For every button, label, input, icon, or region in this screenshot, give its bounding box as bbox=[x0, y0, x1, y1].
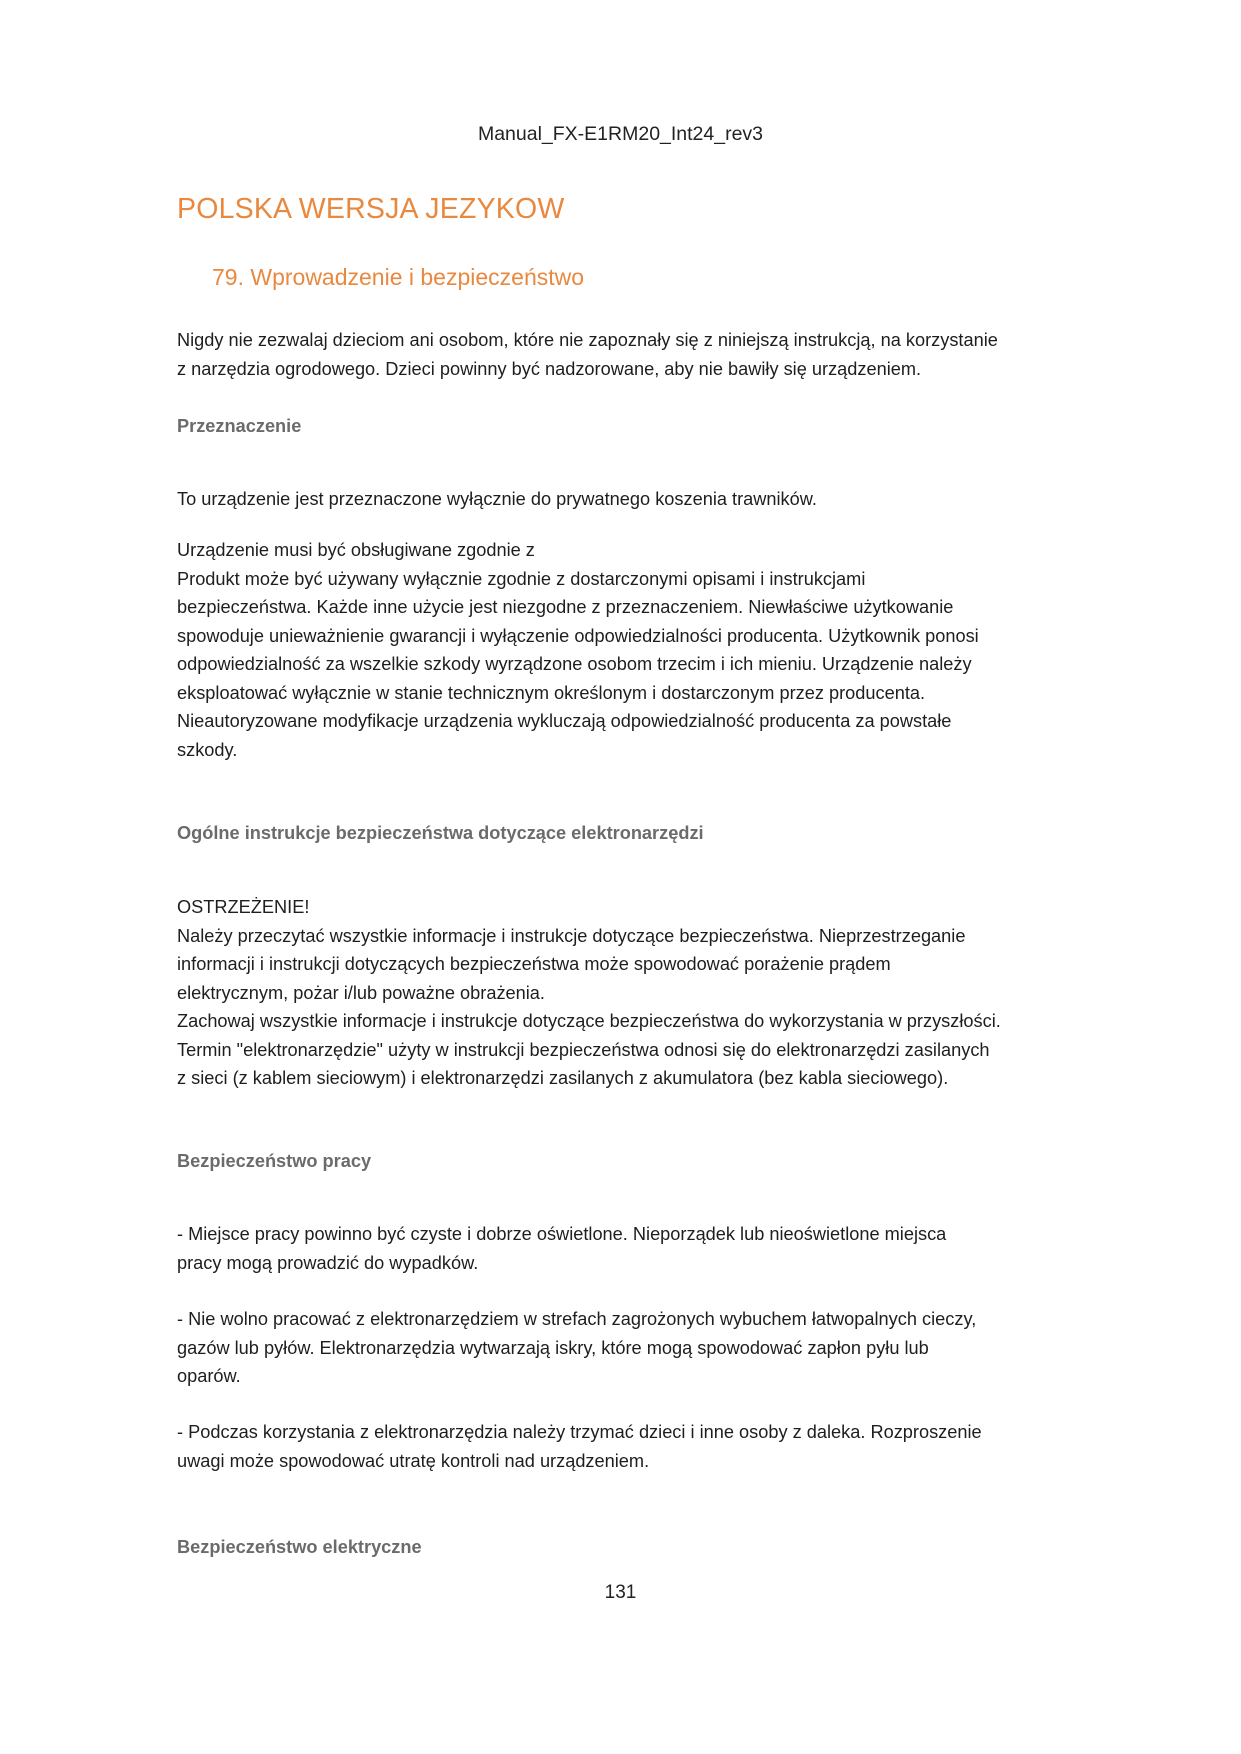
text-line: spowoduje unieważnienie gwarancji i wyłączenie odpowiedzialności producenta. Użytkownik ponosi bbox=[177, 625, 979, 646]
document-header: Manual_FX-E1RM20_Int24_rev3 bbox=[477, 123, 764, 145]
text-line: elektrycznym, pożar i/lub poważne obrażenia. bbox=[177, 982, 545, 1003]
text-line: Termin "elektronarzędzie" użyty w instrukcji bezpieczeństwa odnosi się do elektronarzędzi zasilanych bbox=[177, 1039, 990, 1060]
ogolne-paragraph bbox=[177, 893, 1077, 1093]
text-line: uwagi może spowodować utratę kontroli nad urządzeniem. bbox=[177, 1450, 650, 1471]
text-line: odpowiedzialność za wszelkie szkody wyrządzone osobom trzecim i ich mieniu. Urządzenie należy bbox=[177, 654, 972, 674]
subheading-przeznaczenie: Przeznaczenie bbox=[177, 416, 302, 436]
section-title: 79. Wprowadzenie i bezpieczeństwo bbox=[212, 264, 585, 290]
text-line: szkody. bbox=[177, 739, 238, 760]
subheading-praca: Bezpieczeństwo pracy bbox=[177, 1151, 372, 1171]
text-line: To urządzenie jest przeznaczone wyłącznie do prywatnego koszenia trawników. bbox=[177, 489, 817, 509]
text-line: OSTRZEŻENIE! bbox=[177, 897, 310, 917]
przeznaczenie-paragraph bbox=[177, 536, 1077, 764]
text-line: Zachowaj wszystkie informacje i instrukcje dotyczące bezpieczeństwa do wykorzystania w przyszłości. bbox=[177, 1011, 1001, 1031]
page-number: 131 bbox=[604, 1582, 637, 1603]
text-line: Nieautoryzowane modyfikacje urządzenia wykluczają odpowiedzialność producenta za powstałe bbox=[177, 711, 952, 731]
przeznaczenie-line bbox=[177, 485, 1077, 514]
text-line: z sieci (z kablem sieciowym) i elektronarzędzi zasilanych z akumulatora (bez kabla sieciowego). bbox=[177, 1068, 949, 1088]
text-line: gazów lub pyłów. Elektronarzędzia wytwarzają iskry, które mogą spowodować zapłon pyłu lub bbox=[177, 1337, 929, 1358]
text-line: Nigdy nie zezwalaj dzieciom ani osobom, które nie zapoznały się z niniejszą instrukcją, na korzystanie bbox=[177, 330, 998, 350]
subheading-elektryczne: Bezpieczeństwo elektryczne bbox=[177, 1537, 422, 1557]
text-line: - Miejsce pracy powinno być czyste i dobrze oświetlone. Nieporządek lub nieoświetlone miejsca bbox=[177, 1224, 947, 1244]
text-line: pracy mogą prowadzić do wypadków. bbox=[177, 1252, 479, 1273]
text-line: oparów. bbox=[177, 1366, 241, 1386]
text-line: informacji i instrukcji dotyczących bezpieczeństwa może spowodować porażenie prądem bbox=[177, 954, 891, 974]
subheading-ogolne: Ogólne instrukcje bezpieczeństwa dotyczące elektronarzędzi bbox=[177, 823, 704, 843]
text-line: Urządzenie musi być obsługiwane zgodnie z bbox=[177, 540, 535, 560]
text-line: Należy przeczytać wszystkie informacje i instrukcje dotyczące bezpieczeństwa. Nieprzestrzeganie bbox=[177, 925, 966, 946]
praca-item-1 bbox=[177, 1220, 1077, 1277]
praca-item-3 bbox=[177, 1418, 1077, 1475]
intro-paragraph bbox=[177, 326, 1077, 383]
text-line: z narzędzia ogrodowego. Dzieci powinny być nadzorowane, aby nie bawiły się urządzeniem. bbox=[177, 358, 922, 379]
text-line: eksploatować wyłącznie w stanie technicznym określonym i dostarczonym przez producenta. bbox=[177, 682, 926, 703]
text-line: bezpieczeństwa. Każde inne użycie jest niezgodne z przeznaczeniem. Niewłaściwe użytkowanie bbox=[177, 597, 954, 617]
text-line: - Podczas korzystania z elektronarzędzia należy trzymać dzieci i inne osoby z daleka. Rozproszenie bbox=[177, 1422, 982, 1442]
text-line: - Nie wolno pracować z elektronarzędziem w strefach zagrożonych wybuchem łatwopalnych cieczy, bbox=[177, 1309, 977, 1329]
language-title: POLSKA WERSJA JEZYKOW bbox=[177, 193, 565, 225]
text-line: Produkt może być używany wyłącznie zgodnie z dostarczonymi opisami i instrukcjami bbox=[177, 568, 866, 589]
praca-item-2 bbox=[177, 1305, 1077, 1391]
